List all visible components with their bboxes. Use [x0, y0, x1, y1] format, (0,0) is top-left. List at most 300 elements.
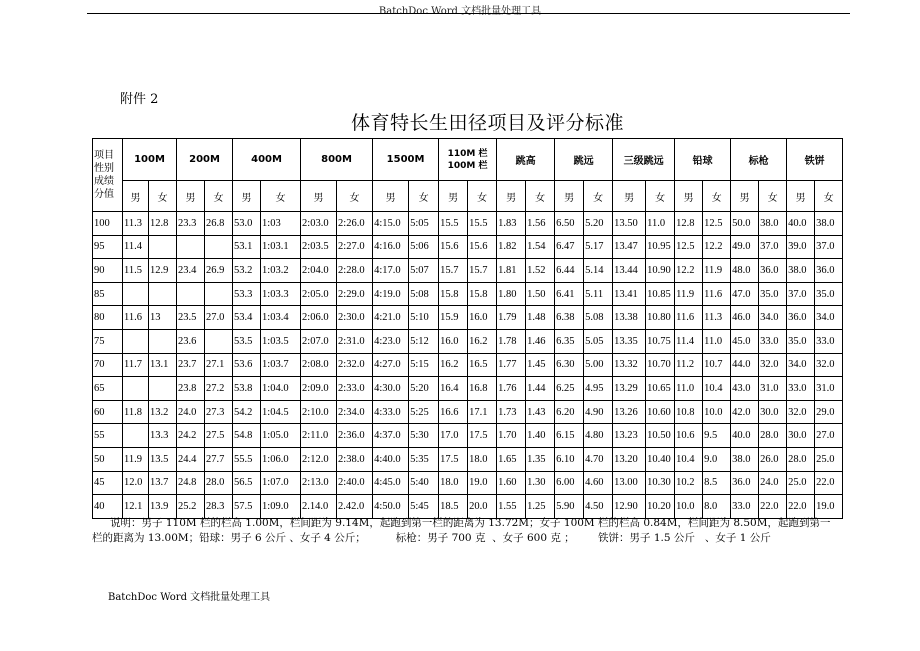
- result-cell: 42.0: [731, 400, 759, 424]
- gender-female-header: 女: [815, 181, 843, 212]
- result-cell: 1.40: [526, 424, 555, 448]
- result-cell: 8.5: [703, 471, 731, 495]
- result-cell: 48.0: [731, 259, 759, 283]
- result-cell: 1.55: [497, 495, 526, 519]
- result-cell: 17.1: [468, 400, 497, 424]
- result-cell: 13.35: [613, 329, 646, 353]
- gender-female-header: 女: [703, 181, 731, 212]
- result-cell: 27.0: [815, 424, 843, 448]
- gender-female-header: 女: [409, 181, 439, 212]
- result-cell: 31.0: [815, 377, 843, 401]
- score-cell: 45: [93, 471, 123, 495]
- result-cell: 5.05: [584, 329, 613, 353]
- result-cell: 53.0: [233, 212, 261, 236]
- note-line: 栏的距离为 13.00M；铅球：男子 6 公斤 、女子 4 公斤； 标枪：男子 700 克 、女子 600 克 ； 铁饼：男子 1.5 公斤 、女子 1 公斤: [92, 532, 771, 544]
- result-cell: 1.43: [526, 400, 555, 424]
- result-cell: 13.00: [613, 471, 646, 495]
- result-cell: 9.0: [703, 447, 731, 471]
- result-cell: 1:03.7: [261, 353, 301, 377]
- result-cell: 16.0: [468, 306, 497, 330]
- result-cell: 5:45: [409, 495, 439, 519]
- table-row: [93, 212, 843, 236]
- result-cell: 4.60: [584, 471, 613, 495]
- result-cell: 53.2: [233, 259, 261, 283]
- result-cell: 2:12.0: [301, 447, 337, 471]
- result-cell: 11.0: [675, 377, 703, 401]
- event-header: 100M: [123, 139, 177, 181]
- result-cell: 2:34.0: [337, 400, 373, 424]
- result-cell: 27.0: [205, 306, 233, 330]
- gender-female-header: 女: [584, 181, 613, 212]
- result-cell: 15.8: [439, 282, 468, 306]
- result-cell: 1.73: [497, 400, 526, 424]
- result-cell: 1.78: [497, 329, 526, 353]
- result-cell: 10.75: [646, 329, 675, 353]
- result-cell: 16.6: [439, 400, 468, 424]
- result-cell: 19.0: [815, 495, 843, 519]
- result-cell: 36.0: [759, 259, 787, 283]
- result-cell: 28.3: [205, 495, 233, 519]
- result-cell: 11.2: [675, 353, 703, 377]
- result-cell: 2:03.5: [301, 235, 337, 259]
- result-cell: 2:05.0: [301, 282, 337, 306]
- result-cell: 6.20: [555, 400, 584, 424]
- result-cell: 12.0: [123, 471, 149, 495]
- gender-male-header: 男: [301, 181, 337, 212]
- result-cell: 15.7: [439, 259, 468, 283]
- result-cell: 18.0: [468, 447, 497, 471]
- result-cell: 13.47: [613, 235, 646, 259]
- result-cell: 12.5: [675, 235, 703, 259]
- result-cell: 1.82: [497, 235, 526, 259]
- page-footer: BatchDoc Word 文档批量处理工具: [108, 592, 271, 603]
- result-cell: 4:27.0: [373, 353, 409, 377]
- result-cell: 10.95: [646, 235, 675, 259]
- result-cell: 11.5: [123, 259, 149, 283]
- result-cell: 29.0: [815, 400, 843, 424]
- result-cell: 12.90: [613, 495, 646, 519]
- result-cell: 24.0: [759, 471, 787, 495]
- result-cell: 10.0: [675, 495, 703, 519]
- result-cell: 5.11: [584, 282, 613, 306]
- result-cell: 1.81: [497, 259, 526, 283]
- table-row: [93, 377, 843, 401]
- result-cell: 20.0: [468, 495, 497, 519]
- result-cell: 15.5: [439, 212, 468, 236]
- result-cell: 28.0: [787, 447, 815, 471]
- result-cell: 1:07.0: [261, 471, 301, 495]
- result-cell: 1.77: [497, 353, 526, 377]
- result-cell: 11.9: [123, 447, 149, 471]
- gender-female-header: 女: [149, 181, 177, 212]
- result-cell: 35.0: [759, 282, 787, 306]
- table-row: [93, 447, 843, 471]
- result-cell: 16.0: [439, 329, 468, 353]
- result-cell: 13.29: [613, 377, 646, 401]
- result-cell: 4:15.0: [373, 212, 409, 236]
- result-cell: 57.5: [233, 495, 261, 519]
- result-cell: 5:06: [409, 235, 439, 259]
- gender-row: [93, 181, 843, 212]
- event-header: 标枪: [731, 139, 787, 181]
- result-cell: 13.9: [149, 495, 177, 519]
- event-header: 1500M: [373, 139, 439, 181]
- result-cell: 49.0: [731, 235, 759, 259]
- result-cell: 34.0: [787, 353, 815, 377]
- table-row: [93, 282, 843, 306]
- result-cell: 10.20: [646, 495, 675, 519]
- result-cell: 23.8: [177, 377, 205, 401]
- result-cell: 11.4: [123, 235, 149, 259]
- result-cell: 15.8: [468, 282, 497, 306]
- gender-male-header: 男: [177, 181, 205, 212]
- result-cell: 6.35: [555, 329, 584, 353]
- result-cell: 5:07: [409, 259, 439, 283]
- result-cell: 5:08: [409, 282, 439, 306]
- result-cell: 27.1: [205, 353, 233, 377]
- gender-male-header: 男: [675, 181, 703, 212]
- result-cell: 23.6: [177, 329, 205, 353]
- corner-line: 分值: [94, 189, 114, 200]
- result-cell: 13.44: [613, 259, 646, 283]
- result-cell: 19.0: [468, 471, 497, 495]
- table-row: [93, 306, 843, 330]
- result-cell: 10.70: [646, 353, 675, 377]
- result-cell: 5:15: [409, 353, 439, 377]
- result-cell: 6.41: [555, 282, 584, 306]
- result-cell: 2:08.0: [301, 353, 337, 377]
- result-cell: 33.0: [759, 329, 787, 353]
- result-cell: 54.2: [233, 400, 261, 424]
- result-cell: 11.6: [675, 306, 703, 330]
- result-cell: [205, 282, 233, 306]
- result-cell: 11.3: [123, 212, 149, 236]
- result-cell: 2:36.0: [337, 424, 373, 448]
- result-cell: 10.50: [646, 424, 675, 448]
- result-cell: 1.48: [526, 306, 555, 330]
- result-cell: 13.20: [613, 447, 646, 471]
- result-cell: 31.0: [759, 377, 787, 401]
- gender-male-header: 男: [613, 181, 646, 212]
- result-cell: 2:04.0: [301, 259, 337, 283]
- result-cell: 4:19.0: [373, 282, 409, 306]
- notes: [92, 516, 852, 546]
- result-cell: 2:10.0: [301, 400, 337, 424]
- result-cell: 6.00: [555, 471, 584, 495]
- result-cell: 16.4: [439, 377, 468, 401]
- result-cell: 2:33.0: [337, 377, 373, 401]
- table-row: [93, 329, 843, 353]
- result-cell: 12.2: [703, 235, 731, 259]
- result-cell: 13.50: [613, 212, 646, 236]
- result-cell: 10.40: [646, 447, 675, 471]
- result-cell: 53.3: [233, 282, 261, 306]
- result-cell: 25.2: [177, 495, 205, 519]
- result-cell: 18.5: [439, 495, 468, 519]
- result-cell: 1.65: [497, 447, 526, 471]
- result-cell: 30.0: [787, 424, 815, 448]
- note-line: 说明：男子 110M 栏的栏高 1.00M，栏间距为 9.14M，起跑到第一栏的距离为 13.72M；女子 100M 栏的栏高 0.84M，栏间距为 8.50M，起跑到第一: [110, 517, 831, 529]
- result-cell: 2:27.0: [337, 235, 373, 259]
- result-cell: 4:37.0: [373, 424, 409, 448]
- result-cell: 2:38.0: [337, 447, 373, 471]
- result-cell: 28.0: [759, 424, 787, 448]
- result-cell: 33.0: [815, 329, 843, 353]
- table-row: [93, 259, 843, 283]
- result-cell: 4:17.0: [373, 259, 409, 283]
- result-cell: 15.6: [468, 235, 497, 259]
- gender-male-header: 男: [787, 181, 815, 212]
- score-cell: 90: [93, 259, 123, 283]
- result-cell: 44.0: [731, 353, 759, 377]
- result-cell: 2:07.0: [301, 329, 337, 353]
- result-cell: 2:32.0: [337, 353, 373, 377]
- gender-male-header: 男: [373, 181, 409, 212]
- result-cell: 5.14: [584, 259, 613, 283]
- gender-male-header: 男: [497, 181, 526, 212]
- result-cell: 13.1: [149, 353, 177, 377]
- result-cell: 40.0: [787, 212, 815, 236]
- result-cell: 4:33.0: [373, 400, 409, 424]
- result-cell: [149, 282, 177, 306]
- result-cell: 22.0: [759, 495, 787, 519]
- result-cell: 1:04.5: [261, 400, 301, 424]
- result-cell: 11.6: [703, 282, 731, 306]
- result-cell: 5.90: [555, 495, 584, 519]
- result-cell: 26.8: [205, 212, 233, 236]
- corner-line: 成绩: [94, 176, 114, 187]
- result-cell: [177, 235, 205, 259]
- result-cell: 24.8: [177, 471, 205, 495]
- result-cell: [149, 329, 177, 353]
- result-cell: 22.0: [787, 495, 815, 519]
- scoring-table: [92, 138, 843, 519]
- gender-female-header: 女: [646, 181, 675, 212]
- table-row: [93, 235, 843, 259]
- result-cell: 11.8: [123, 400, 149, 424]
- score-cell: 85: [93, 282, 123, 306]
- result-cell: 1.52: [526, 259, 555, 283]
- result-cell: 6.44: [555, 259, 584, 283]
- result-cell: 11.0: [703, 329, 731, 353]
- result-cell: 10.2: [675, 471, 703, 495]
- result-cell: 11.6: [123, 306, 149, 330]
- result-cell: 22.0: [815, 471, 843, 495]
- gender-female-header: 女: [261, 181, 301, 212]
- result-cell: 10.6: [675, 424, 703, 448]
- gender-male-header: 男: [123, 181, 149, 212]
- result-cell: 1.25: [526, 495, 555, 519]
- result-cell: 34.0: [759, 306, 787, 330]
- score-cell: 80: [93, 306, 123, 330]
- result-cell: 15.9: [439, 306, 468, 330]
- result-cell: 33.0: [787, 377, 815, 401]
- result-cell: 35.0: [787, 329, 815, 353]
- score-cell: 60: [93, 400, 123, 424]
- result-cell: 4:16.0: [373, 235, 409, 259]
- gender-female-header: 女: [337, 181, 373, 212]
- result-cell: 2:40.0: [337, 471, 373, 495]
- result-cell: 40.0: [731, 424, 759, 448]
- result-cell: 24.4: [177, 447, 205, 471]
- result-cell: 26.0: [759, 447, 787, 471]
- result-cell: 13.41: [613, 282, 646, 306]
- result-cell: 12.1: [123, 495, 149, 519]
- result-cell: 4.95: [584, 377, 613, 401]
- result-cell: 2:03.0: [301, 212, 337, 236]
- result-cell: 12.5: [703, 212, 731, 236]
- result-cell: 4.70: [584, 447, 613, 471]
- result-cell: 10.90: [646, 259, 675, 283]
- result-cell: 25.0: [815, 447, 843, 471]
- result-cell: 15.5: [468, 212, 497, 236]
- event-header: 200M: [177, 139, 233, 181]
- table-row: [93, 400, 843, 424]
- result-cell: 11.4: [675, 329, 703, 353]
- result-cell: 1.80: [497, 282, 526, 306]
- result-cell: 1.35: [526, 447, 555, 471]
- result-cell: 56.5: [233, 471, 261, 495]
- result-cell: 28.0: [205, 471, 233, 495]
- result-cell: 11.9: [675, 282, 703, 306]
- table-row: [93, 471, 843, 495]
- result-cell: 16.2: [468, 329, 497, 353]
- result-cell: 1:03: [261, 212, 301, 236]
- result-cell: [149, 235, 177, 259]
- result-cell: 11.7: [123, 353, 149, 377]
- result-cell: 13.3: [149, 424, 177, 448]
- score-cell: 75: [93, 329, 123, 353]
- result-cell: 6.47: [555, 235, 584, 259]
- event-header-line: 100M 栏: [447, 160, 488, 171]
- result-cell: 8.0: [703, 495, 731, 519]
- result-cell: [123, 329, 149, 353]
- event-header: 铅球: [675, 139, 731, 181]
- result-cell: 1.45: [526, 353, 555, 377]
- result-cell: 23.5: [177, 306, 205, 330]
- event-header-hurdles: [439, 139, 497, 181]
- result-cell: 1.46: [526, 329, 555, 353]
- result-cell: 5:10: [409, 306, 439, 330]
- event-header: 400M: [233, 139, 301, 181]
- result-cell: 1:06.0: [261, 447, 301, 471]
- result-cell: 4.80: [584, 424, 613, 448]
- result-cell: 34.0: [815, 306, 843, 330]
- corner-line: 性别: [94, 163, 114, 174]
- result-cell: 1:09.0: [261, 495, 301, 519]
- result-cell: 54.8: [233, 424, 261, 448]
- result-cell: 5:35: [409, 447, 439, 471]
- result-cell: 32.0: [787, 400, 815, 424]
- result-cell: [205, 235, 233, 259]
- result-cell: 33.0: [731, 495, 759, 519]
- gender-female-header: 女: [526, 181, 555, 212]
- result-cell: 12.8: [675, 212, 703, 236]
- result-cell: 46.0: [731, 306, 759, 330]
- result-cell: 4:21.0: [373, 306, 409, 330]
- result-cell: 36.0: [815, 259, 843, 283]
- result-cell: 5:40: [409, 471, 439, 495]
- page-header: BatchDoc Word 文档批量处理工具: [378, 6, 542, 17]
- result-cell: 1:03.5: [261, 329, 301, 353]
- table-row: [93, 353, 843, 377]
- result-cell: 1:03.1: [261, 235, 301, 259]
- table-row: [93, 495, 843, 519]
- result-cell: 6.38: [555, 306, 584, 330]
- result-cell: 1:05.0: [261, 424, 301, 448]
- result-cell: 53.1: [233, 235, 261, 259]
- gender-female-header: 女: [468, 181, 497, 212]
- result-cell: 13.38: [613, 306, 646, 330]
- result-cell: 1.30: [526, 471, 555, 495]
- result-cell: 4:45.0: [373, 471, 409, 495]
- result-cell: 16.2: [439, 353, 468, 377]
- result-cell: [205, 329, 233, 353]
- result-cell: 1.79: [497, 306, 526, 330]
- result-cell: 37.0: [815, 235, 843, 259]
- result-cell: 2:28.0: [337, 259, 373, 283]
- result-cell: 27.7: [205, 447, 233, 471]
- result-cell: 2:13.0: [301, 471, 337, 495]
- result-cell: 23.4: [177, 259, 205, 283]
- result-cell: 6.50: [555, 212, 584, 236]
- result-cell: 50.0: [731, 212, 759, 236]
- result-cell: 13.23: [613, 424, 646, 448]
- result-cell: 10.7: [703, 353, 731, 377]
- result-cell: [149, 377, 177, 401]
- result-cell: 10.65: [646, 377, 675, 401]
- result-cell: 5:30: [409, 424, 439, 448]
- result-cell: [123, 282, 149, 306]
- result-cell: 27.3: [205, 400, 233, 424]
- corner-line: 项目: [94, 150, 114, 161]
- result-cell: 27.2: [205, 377, 233, 401]
- result-cell: 1.50: [526, 282, 555, 306]
- result-cell: 9.5: [703, 424, 731, 448]
- gender-female-header: 女: [205, 181, 233, 212]
- result-cell: 10.4: [703, 377, 731, 401]
- result-cell: 4:50.0: [373, 495, 409, 519]
- result-cell: 1.60: [497, 471, 526, 495]
- result-cell: 13.7: [149, 471, 177, 495]
- result-cell: 53.4: [233, 306, 261, 330]
- result-cell: 38.0: [815, 212, 843, 236]
- result-cell: 15.6: [439, 235, 468, 259]
- result-cell: 17.5: [439, 447, 468, 471]
- result-cell: 13.5: [149, 447, 177, 471]
- result-cell: 38.0: [731, 447, 759, 471]
- result-cell: 2:26.0: [337, 212, 373, 236]
- result-cell: 16.5: [468, 353, 497, 377]
- result-cell: 2:11.0: [301, 424, 337, 448]
- result-cell: [177, 282, 205, 306]
- result-cell: 11.0: [646, 212, 675, 236]
- result-cell: 13: [149, 306, 177, 330]
- result-cell: 1:03.4: [261, 306, 301, 330]
- result-cell: 15.7: [468, 259, 497, 283]
- result-cell: 43.0: [731, 377, 759, 401]
- result-cell: 55.5: [233, 447, 261, 471]
- result-cell: 4:23.0: [373, 329, 409, 353]
- header-corner-cell: [93, 139, 123, 212]
- result-cell: 25.0: [787, 471, 815, 495]
- result-cell: 32.0: [759, 353, 787, 377]
- result-cell: 5:20: [409, 377, 439, 401]
- result-cell: 12.9: [149, 259, 177, 283]
- result-cell: 23.7: [177, 353, 205, 377]
- result-cell: 37.0: [787, 282, 815, 306]
- score-cell: 65: [93, 377, 123, 401]
